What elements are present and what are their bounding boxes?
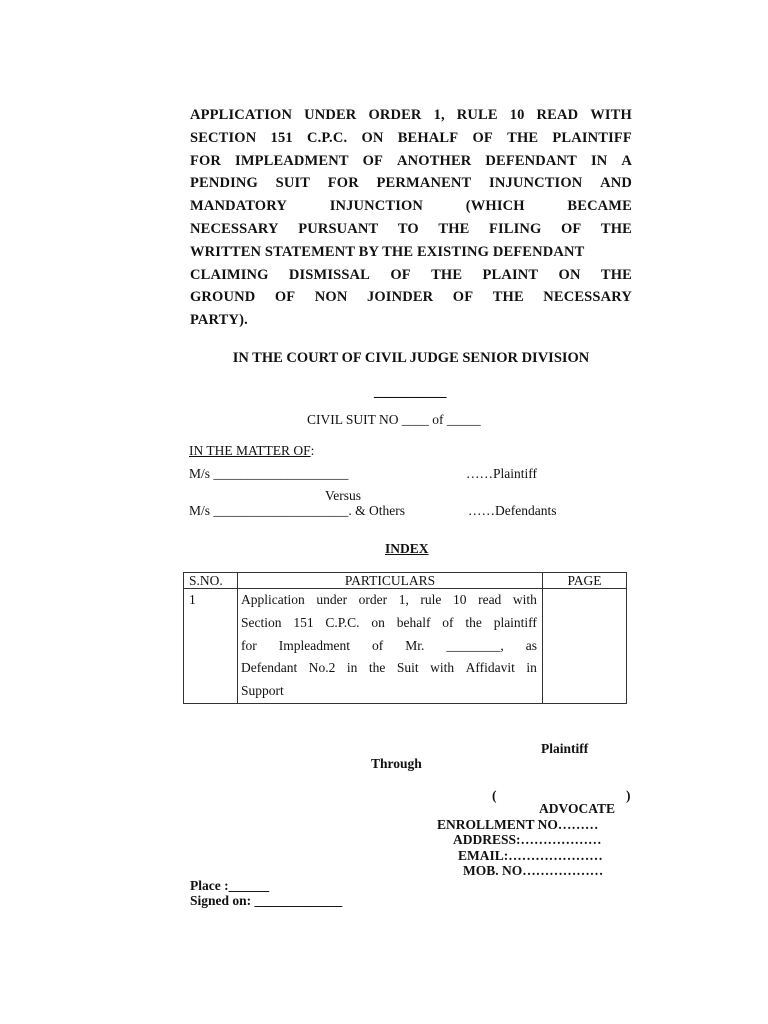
title-word: SECTION — [190, 129, 257, 146]
particulars-line — [241, 589, 537, 612]
title-word: WRITTEN STATEMENT BY THE EXISTING DEFENDANT — [190, 243, 585, 260]
particulars-word: the — [465, 614, 482, 630]
particulars-line — [241, 680, 537, 703]
col-sno-header: S.NO. — [184, 573, 238, 589]
title-word: APPLICATION — [190, 107, 293, 123]
particulars-word: No.2 — [308, 660, 336, 676]
row-particulars — [238, 589, 543, 704]
particulars-word: Impleadment — [278, 637, 350, 653]
title-word: INJUNCTION — [489, 175, 583, 192]
title-line — [190, 218, 632, 241]
particulars-word: as — [525, 637, 537, 653]
title-word: THE — [600, 266, 632, 283]
title-line — [190, 241, 632, 264]
particulars-word: plaintiff — [493, 614, 537, 630]
plaintiff-label: ……Plaintiff — [466, 466, 538, 481]
col-page-header: PAGE — [543, 573, 627, 589]
particulars-word: Mr. — [405, 637, 425, 653]
particulars-word: 151 — [293, 614, 314, 630]
col-particulars-header: PARTICULARS — [238, 573, 543, 589]
particulars-word: read — [478, 592, 502, 607]
particulars-word: rule — [420, 592, 442, 607]
title-word: OF — [274, 289, 296, 306]
title-word: PURSUANT — [298, 220, 379, 237]
index-header-row — [184, 573, 627, 589]
title-word: PLAINTIFF — [552, 129, 632, 146]
row-page — [543, 589, 627, 704]
advocate-mobile: MOB. NO……………… — [463, 863, 604, 878]
particulars-word: 1, — [398, 592, 409, 607]
title-word: ORDER — [368, 107, 422, 123]
particulars-line — [241, 635, 537, 658]
particulars-word: in — [526, 660, 537, 676]
matter-heading-colon: : — [310, 443, 315, 458]
title-word: ON — [361, 129, 384, 146]
particulars-line — [241, 657, 537, 680]
title-word: MANDATORY — [190, 198, 287, 215]
particulars-word: for — [241, 637, 257, 653]
title-word: UNDER — [304, 107, 357, 123]
row-sno: 1 — [184, 589, 238, 704]
title-word: INJUNCTION — [329, 198, 424, 215]
particulars-word: Suit — [396, 660, 419, 676]
plaintiff-name-line: M/s ____________________ — [189, 466, 349, 481]
enrollment-number: ENROLLMENT NO……… — [437, 817, 599, 832]
particulars-word: under — [316, 592, 348, 607]
title-word: OF — [390, 266, 411, 283]
matter-heading-text: IN THE MATTER OF — [189, 443, 311, 458]
civil-suit-number: CIVIL SUIT NO ____ of _____ — [307, 412, 481, 427]
particulars-word: of — [371, 637, 384, 653]
particulars-word: C.P.C. — [325, 614, 360, 630]
particulars-word: in — [346, 660, 358, 676]
title-word: C.P.C. — [306, 129, 348, 146]
particulars-word: behalf — [396, 614, 431, 630]
title-line — [190, 286, 632, 309]
title-word: FOR — [190, 152, 222, 169]
particulars-word: ________, — [446, 637, 504, 653]
advocate-email: EMAIL:………………… — [458, 848, 603, 863]
title-word: A — [621, 152, 632, 169]
court-name-blank: __________ — [374, 384, 447, 400]
advocate-label: ADVOCATE — [539, 801, 615, 816]
title-word: (WHICH — [465, 198, 525, 215]
matter-heading — [189, 443, 314, 459]
defendants-label: ……Defendants — [468, 503, 557, 518]
plaintiff-signature-label: Plaintiff — [541, 741, 589, 756]
title-line — [190, 150, 632, 173]
title-word: AND — [600, 175, 632, 192]
title-word: PLAINT — [482, 266, 539, 283]
title-word: FOR — [327, 175, 359, 192]
particulars-line — [241, 612, 537, 635]
particulars-word: of — [442, 614, 454, 630]
title-word: NON — [314, 289, 348, 306]
particulars-word: Application — [241, 592, 305, 607]
title-word: BEHALF — [397, 129, 459, 146]
title-word: THE — [431, 266, 463, 283]
title-word: DISMISSAL — [288, 266, 371, 283]
title-word: TO — [397, 220, 419, 237]
title-word: OF — [560, 220, 582, 237]
title-word: NECESSARY — [543, 289, 632, 306]
title-word: RULE — [456, 107, 498, 123]
title-word: OF — [452, 289, 474, 306]
application-title — [190, 104, 632, 332]
title-word: BECAME — [567, 198, 632, 215]
particulars-word: with — [512, 592, 537, 607]
title-word: ON — [558, 266, 581, 283]
versus-label: Versus — [325, 488, 361, 503]
through-label: Through — [371, 756, 422, 771]
title-word: PERMANENT — [376, 175, 472, 192]
title-word: THE — [600, 220, 632, 237]
particulars-word: on — [371, 614, 385, 630]
title-word: OF — [362, 152, 384, 169]
title-word: CLAIMING — [190, 266, 269, 283]
title-word: THE — [438, 220, 470, 237]
title-word: 151 — [270, 129, 293, 146]
title-line — [190, 309, 632, 332]
title-word: 10 — [509, 107, 525, 123]
index-table — [183, 572, 627, 704]
court-heading: IN THE COURT OF CIVIL JUDGE SENIOR DIVISION — [232, 350, 590, 366]
title-line — [190, 127, 632, 150]
particulars-word: with — [430, 660, 455, 676]
title-word: THE — [507, 129, 539, 146]
title-word: FILING — [488, 220, 542, 237]
advocate-address: ADDRESS:……………… — [453, 832, 602, 847]
title-line — [190, 195, 632, 218]
title-word: 1, — [433, 107, 445, 123]
title-line — [190, 104, 632, 127]
title-line — [190, 264, 632, 287]
particulars-word: Affidavit — [465, 660, 515, 676]
advocate-name-close-paren: ) — [626, 788, 631, 803]
title-word: IN — [590, 152, 608, 169]
title-word: NECESSARY — [190, 220, 279, 237]
title-word: DEFENDANT — [485, 152, 577, 169]
title-word: JOINDER — [366, 289, 434, 306]
defendant-name-line: M/s ____________________. & Others — [189, 503, 405, 518]
particulars-word: Section — [241, 614, 282, 630]
particulars-word: Defendant — [241, 660, 298, 676]
particulars-word: the — [368, 660, 386, 676]
particulars-word: Support — [241, 683, 284, 699]
particulars-word: 10 — [453, 592, 467, 607]
advocate-name-open-paren: ( — [492, 788, 497, 803]
particulars-word: order — [358, 592, 388, 607]
table-row — [184, 589, 627, 704]
place-field: Place :______ — [190, 878, 270, 893]
title-word: THE — [492, 289, 524, 306]
title-word: WITH — [590, 107, 632, 123]
title-word: IMPLEADMENT — [235, 152, 349, 169]
title-word: SUIT — [275, 175, 311, 192]
signed-on-field: Signed on: _____________ — [190, 893, 343, 908]
index-heading: INDEX — [385, 541, 429, 556]
title-word: PENDING — [190, 175, 258, 192]
title-word: READ — [536, 107, 579, 123]
title-word: GROUND — [190, 289, 256, 306]
title-line — [190, 172, 632, 195]
title-word: PARTY). — [190, 312, 248, 329]
title-word: OF — [472, 129, 493, 146]
title-word: ANOTHER — [397, 152, 472, 169]
